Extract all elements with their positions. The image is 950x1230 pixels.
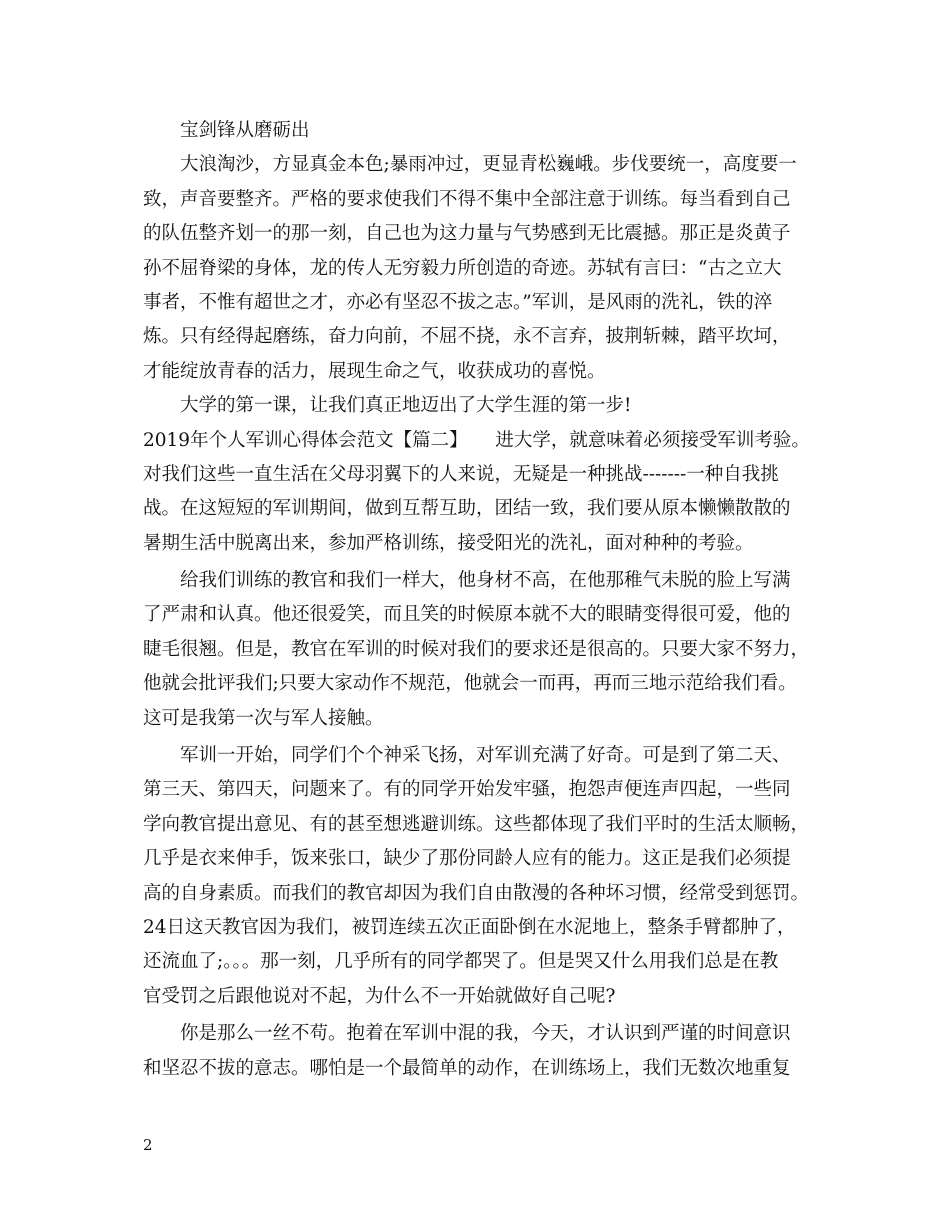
paragraph-line: 这可是我第一次与军人接触。 bbox=[143, 707, 384, 729]
paragraph-line: 几乎是衣来伸手，饭来张口，缺少了那份同龄人应有的能力。这正是我们必须提 bbox=[143, 848, 791, 870]
paragraph-line: 还流血了;。。。那一刻，几乎所有的同学都哭了。但是哭又什么用我们总是在教 bbox=[143, 951, 779, 973]
paragraph-line: 他就会批评我们;只要大家动作不规范，他就会一而再，再而三地示范给我们看。 bbox=[143, 673, 797, 695]
paragraph-line: 事者，不惟有超世之才，亦必有坚忍不拔之志。”军训，是风雨的洗礼，铁的淬 bbox=[143, 291, 773, 313]
paragraph-line: 第三天、第四天，问题来了。有的同学开始发牢骚，抱怨声便连声四起，一些同 bbox=[143, 779, 791, 801]
paragraph-line: 的队伍整齐划一的那一刻，自己也为这力量与气势感到无比震撼。那正是炎黄子 bbox=[143, 223, 791, 245]
paragraph-line: 暑期生活中脱离出来，参加严格训练，接受阳光的洗礼，面对种种的考验。 bbox=[143, 532, 754, 554]
paragraph-line: 和坚忍不拔的意志。哪怕是一个最简单的动作，在训练场上，我们无数次地重复 bbox=[143, 1057, 791, 1079]
paragraph-line: 了严肃和认真。他还很爱笑，而且笑的时候原本就不大的眼睛变得很可爱，他的 bbox=[143, 604, 791, 626]
section-heading-line: 2019年个人军训心得体会范文【篇二】 进大学，就意味着必须接受军训考验。 bbox=[143, 429, 810, 451]
paragraph-line: 才能绽放青春的活力，展现生命之气，收获成功的喜悦。 bbox=[143, 360, 606, 382]
paragraph-line: 学向教官提出意见、有的甚至想逃避训练。这些都体现了我们平时的生活太顺畅， bbox=[143, 813, 810, 835]
paragraph-line: 对我们这些一直生活在父母羽翼下的人来说，无疑是一种挑战-------一种自我挑 bbox=[143, 463, 779, 485]
paragraph-line: 官受罚之后跟他说对不起，为什么不一开始就做好自己呢? bbox=[143, 985, 616, 1007]
paragraph-line: 战。在这短短的军训期间，做到互帮互助，团结一致，我们要从原本懒懒散散的 bbox=[143, 498, 791, 520]
body-text bbox=[143, 114, 810, 1086]
page-number: 2 bbox=[143, 1136, 153, 1154]
paragraph-line: 孙不屈脊梁的身体，龙的传人无穷毅力所创造的奇迹。苏轼有言曰：“古之立大 bbox=[143, 257, 782, 279]
paragraph-line: 大学的第一课，让我们真正地迈出了大学生涯的第一步! bbox=[180, 395, 632, 417]
paragraph-line: 给我们训练的教官和我们一样大，他身材不高，在他那稚气未脱的脸上写满 bbox=[180, 570, 791, 592]
paragraph-line: 致，声音要整齐。严格的要求使我们不得不集中全部注意于训练。每当看到自己 bbox=[143, 188, 791, 210]
paragraph-line: 睫毛很翘。但是，教官在军训的时候对我们的要求还是很高的。只要大家不努力， bbox=[143, 638, 810, 660]
paragraph-line: 你是那么一丝不苟。抱着在军训中混的我，今天，才认识到严谨的时间意识 bbox=[180, 1023, 791, 1045]
paragraph-line: 炼。只有经得起磨练，奋力向前，不屈不挠，永不言弃，披荆斩棘，踏平坎坷， bbox=[143, 326, 791, 348]
paragraph-line: 大浪淘沙，方显真金本色;暴雨冲过，更显青松巍峨。步伐要统一，高度要一 bbox=[180, 154, 797, 176]
paragraph-line: 24日这天教官因为我们，被罚连续五次正面卧倒在水泥地上，整条手臂都肿了， bbox=[143, 916, 796, 938]
paragraph-line: 高的自身素质。而我们的教官却因为我们自由散漫的各种坏习惯，经常受到惩罚。 bbox=[143, 882, 810, 904]
paragraph-line: 军训一开始，同学们个个神采飞扬，对军训充满了好奇。可是到了第二天、 bbox=[180, 745, 791, 767]
subheading-line: 宝剑锋从磨砺出 bbox=[180, 120, 310, 141]
